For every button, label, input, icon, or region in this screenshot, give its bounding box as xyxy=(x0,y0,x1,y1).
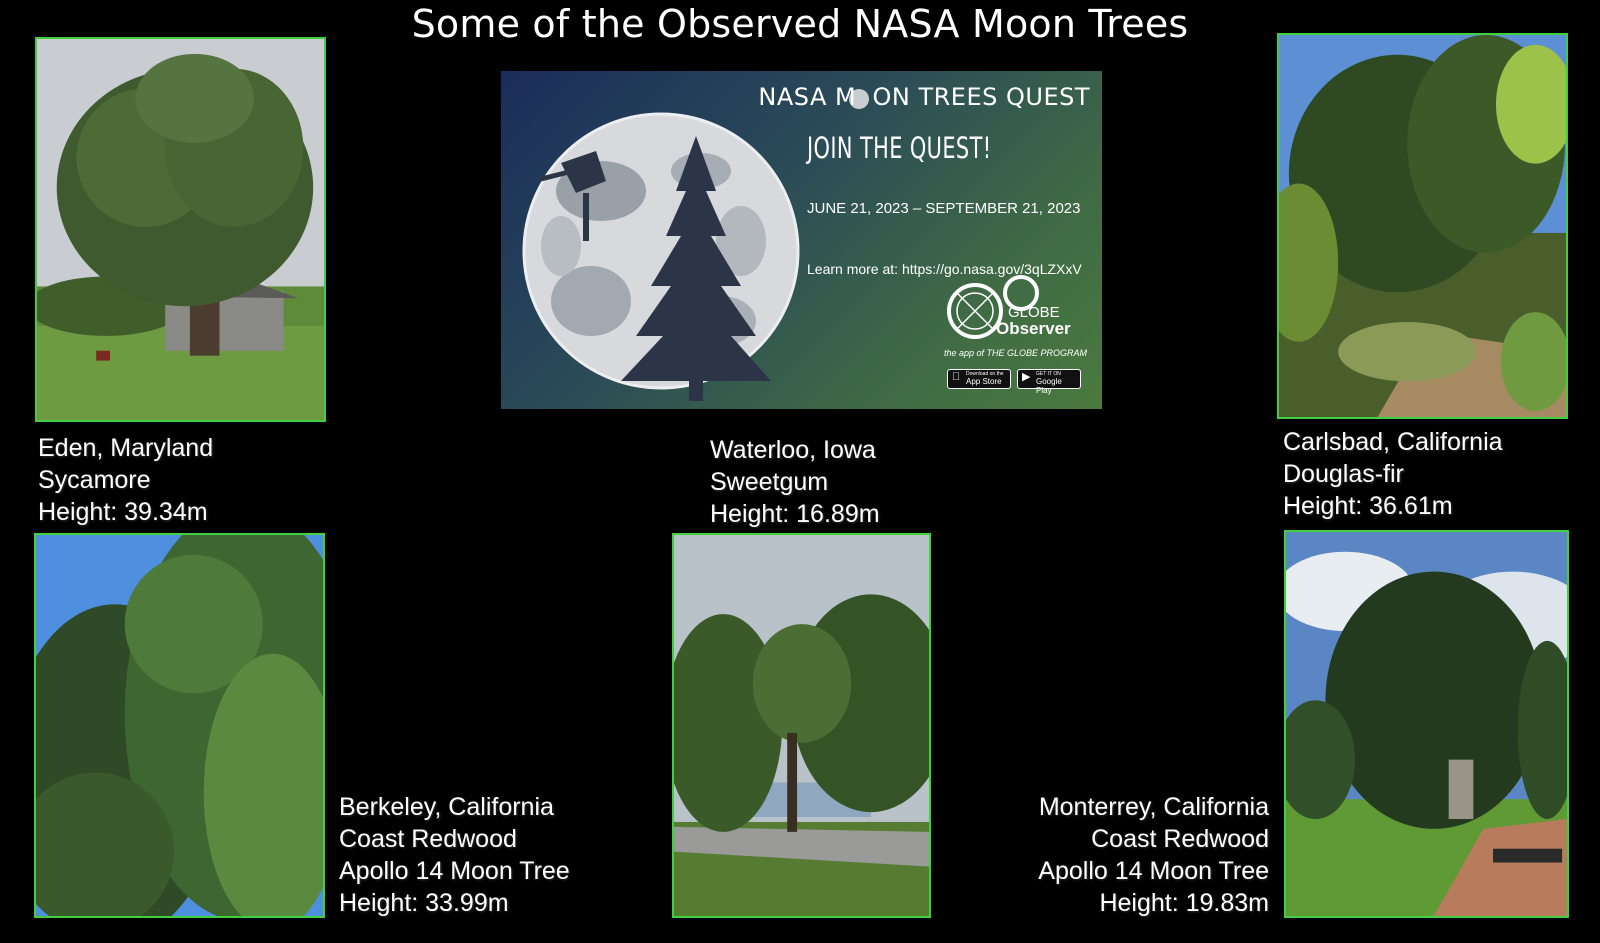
google-play-badge: ▶ GET IT ON Google Play xyxy=(1017,369,1081,389)
tree-species: Douglas-fir xyxy=(1283,460,1404,488)
photo-carlsbad-douglas-fir xyxy=(1277,33,1568,419)
play-icon: ▶ xyxy=(1022,371,1031,383)
poster-heading: NASA M​ ON TREES QUEST xyxy=(758,83,1090,111)
poster-learn-more: Learn more at: https://go.nasa.gov/3qLZXxV xyxy=(807,261,1082,277)
tree-species: Coast Redwood xyxy=(1091,825,1269,853)
tree-species: Coast Redwood xyxy=(339,825,517,853)
caption-eden xyxy=(38,432,213,528)
tree-note: Apollo 14 Moon Tree xyxy=(1038,857,1269,885)
photo-berkeley-redwood xyxy=(34,533,325,918)
tree-location: Carlsbad, California xyxy=(1283,428,1503,456)
caption-monterrey xyxy=(1038,791,1269,919)
tree-note: Apollo 14 Moon Tree xyxy=(339,857,570,885)
logo-line-1: GLOBE xyxy=(1008,304,1060,321)
moon-trees-quest-poster xyxy=(501,71,1102,409)
tree-species: Sycamore xyxy=(38,466,151,494)
caption-carlsbad xyxy=(1283,426,1503,522)
tree-location: Monterrey, California xyxy=(1038,793,1269,821)
poster-app-of: the app of THE GLOBE PROGRAM xyxy=(944,348,1088,358)
page-title: Some of the Observed NASA Moon Trees xyxy=(411,2,1189,46)
tree-height: Height: 39.34m xyxy=(38,498,208,526)
logo-line-2: Observer xyxy=(996,319,1071,338)
caption-waterloo xyxy=(710,434,880,530)
app-store-badge: Download on the App Store xyxy=(947,369,1011,389)
poster-cta: JOIN THE QUEST! xyxy=(807,131,992,165)
photo-waterloo-sweetgum xyxy=(672,533,931,918)
tree-location: Berkeley, California xyxy=(339,793,554,821)
photo-eden-sycamore xyxy=(35,37,326,422)
photo-monterrey-redwood xyxy=(1284,530,1569,918)
tree-height: Height: 33.99m xyxy=(339,889,509,917)
tree-species: Sweetgum xyxy=(710,468,829,496)
tree-location: Waterloo, Iowa xyxy=(710,436,876,464)
tree-height: Height: 16.89m xyxy=(710,500,880,528)
tree-height: Height: 19.83m xyxy=(1099,889,1269,917)
tree-height: Height: 36.61m xyxy=(1283,492,1453,520)
poster-dates: JUNE 21, 2023 – SEPTEMBER 21, 2023 xyxy=(807,200,1081,217)
caption-berkeley xyxy=(339,791,570,919)
tree-location: Eden, Maryland xyxy=(38,434,214,462)
apple-icon xyxy=(952,373,960,382)
